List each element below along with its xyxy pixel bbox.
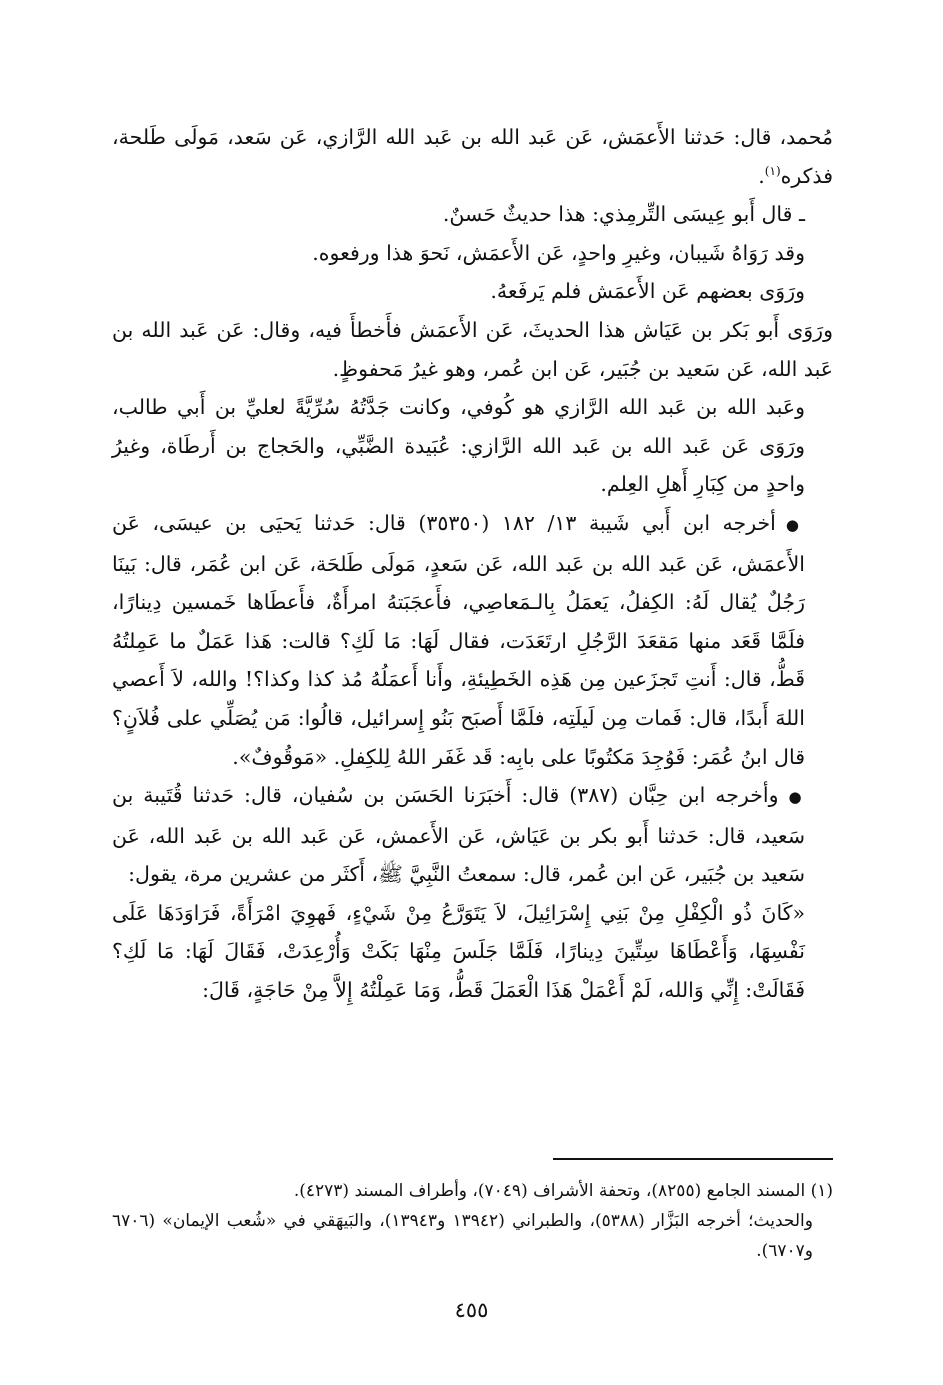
page-number: ٤٥٥ xyxy=(454,1298,489,1322)
bullet-icon: ● xyxy=(788,788,805,807)
footnotes xyxy=(112,1176,833,1266)
paragraph-text: وأخرجه ابن حِبَّان (٣٨٧) قال: أَخبَرَنا الحَسَن بن سُفيان، قال: حَدثنا قُتَيبة بن سَعيد، قال: حَدثنا أَبو بكر بن عَيَاش، عَن الأَعمش، عَن عَبد الله بن عَبد الله، عَن سَعيد بن جُبَير، عَن ابن عُمر، قال: سمعتُ النَّبِيَّ ﷺ، أَكثَر من عشرين مرة، يقول: xyxy=(112,783,805,887)
footnote-divider xyxy=(553,1158,833,1160)
paragraph xyxy=(112,776,833,894)
paragraph xyxy=(112,118,833,195)
hadith-quote: «كَانَ ذُو الْكِفْلِ مِنْ بَنِي إِسْرَائِيلَ، لاَ يَتَوَرَّعُ مِنْ شَيْءٍ، فَهوِيَ امْرَأَةً، فَرَاوَدَهَا عَلَى نَفْسِهَا، وَأَعْطَاهَا سِتِّينَ دِينارًا، فَلَمَّا جَلَسَ مِنْهَا بَكَتْ وَأُرْعِدَتْ، فَقَالَ لَهَا: مَا لَكِ؟ فَقَالَتْ: إِنِّي وَالله، لَمْ أَعْمَلْ هَذَا الْعَمَلَ قَطُّ، وَمَا عَمِلْتُهُ إِلاَّ مِنْ حَاجَةٍ، قَالَ: xyxy=(112,900,805,1003)
paragraph-end: . xyxy=(758,163,765,188)
paragraph: وعَبد الله بن عَبد الله الرَّازي هو كُوفي، وكانت جَدَّتُهُ سُرِّيَّةً لعليِّ بن أَبي طالب، ورَوَى عَن عَبد الله بن عَبد الله الرَّازي: عُبَيدة الضَّبِّي، والحَجاج بن أَرطَاة، وغيرُ واحدٍ من كِبَارِ أَهلِ العِلم. xyxy=(112,395,805,497)
footnote: والحديث؛ أخرجه البَزَّار (٥٣٨٨)، والطبراني (١٣٩٤٢ و١٣٩٤٣)، والبَيهَقي في «شُعب الإيمان» (٦٧٠٦ و٦٧٠٧). xyxy=(112,1211,813,1261)
paragraph-text: أخرجه ابن أَبي شَيبة ١٣/ ١٨٢ (٣٥٣٥٠) قال: حَدثنا يَحيَى بن عيسَى، عَن الأَعمَش، عَن عَبد الله بن عَبد الله، عَن سَعدٍ، مَولَى طَلحَة، عَن ابن عُمَر، قال: بَينَا رَجُلٌ يُقال لَهُ: الكِفلُ، يَعمَلُ بِالـمَعاصِي، فأَعجَبَتهُ امرأَةٌ، فأَعطَاها خَمسين دِينارًا، فلَمَّا قَعَد منها مَقعَدَ الرَّجُلِ ارتَعَدَت، فقال لَهَا: مَا لَكِ؟ قالت: هَذا عَمَلٌ ما عَمِلتُهُ قَطُّ، قال: أَنتِ تَجزَعين مِن هَذِه الخَطِيئةِ، وأَنا أَعمَلُهُ مُذ كذا وكذا؟! والله، لاَ أَعصي اللهَ أَبدًا، قال: فَمات مِن لَيلَتِه، فلَمَّا أَصبَح بَنُو إِسرائيل، قالُوا: مَن يُصَلِّي على فُلاَنٍ؟ قال ابنُ عُمَر: فَوُجِدَ مَكتُوبًا على بابِه: قَد غَفَر اللهُ لِلكِفلِ. «مَوقُوفٌ». xyxy=(112,510,805,769)
paragraph: وقد رَوَاهُ شَيبان، وغيرِ واحدٍ، عَن الأَعمَش، نَحوَ هذا ورفعوه. xyxy=(312,240,805,265)
footnote-reference[interactable]: (١) xyxy=(764,163,781,178)
paragraph: ورَوَى أَبو بَكر بن عَيَاش هذا الحديثَ، عَن الأَعمَش فأَخطأَ فيه، وقال: عَن عَبد الله بن عَبد الله، عَن سَعيد بن جُبَير، عَن ابن عُمر، وهو غيرُ مَحفوظٍ. xyxy=(112,317,833,381)
paragraph: ـ قال أَبو عِيسَى التِّرمِذي: هذا حديثٌ حَسنٌ. xyxy=(442,202,805,227)
paragraph xyxy=(112,504,833,776)
bullet-icon: ● xyxy=(785,515,805,534)
paragraph-text: مُحمد، قال: حَدثنا الأَعمَش، عَن عَبد الله بن عَبد الله الرَّازي، عَن سَعد، مَولَى طَلحة، فذكره xyxy=(112,125,833,188)
main-text xyxy=(112,118,833,1010)
paragraph: ورَوَى بعضهم عَن الأَعمَش فلم يَرفَعهُ. xyxy=(490,279,805,304)
footnote: (١) المسند الجامع (٨٢٥٥)، وتحفة الأشراف (٧٠٤٩)، وأطراف المسند (٤٢٧٣). xyxy=(293,1181,833,1201)
